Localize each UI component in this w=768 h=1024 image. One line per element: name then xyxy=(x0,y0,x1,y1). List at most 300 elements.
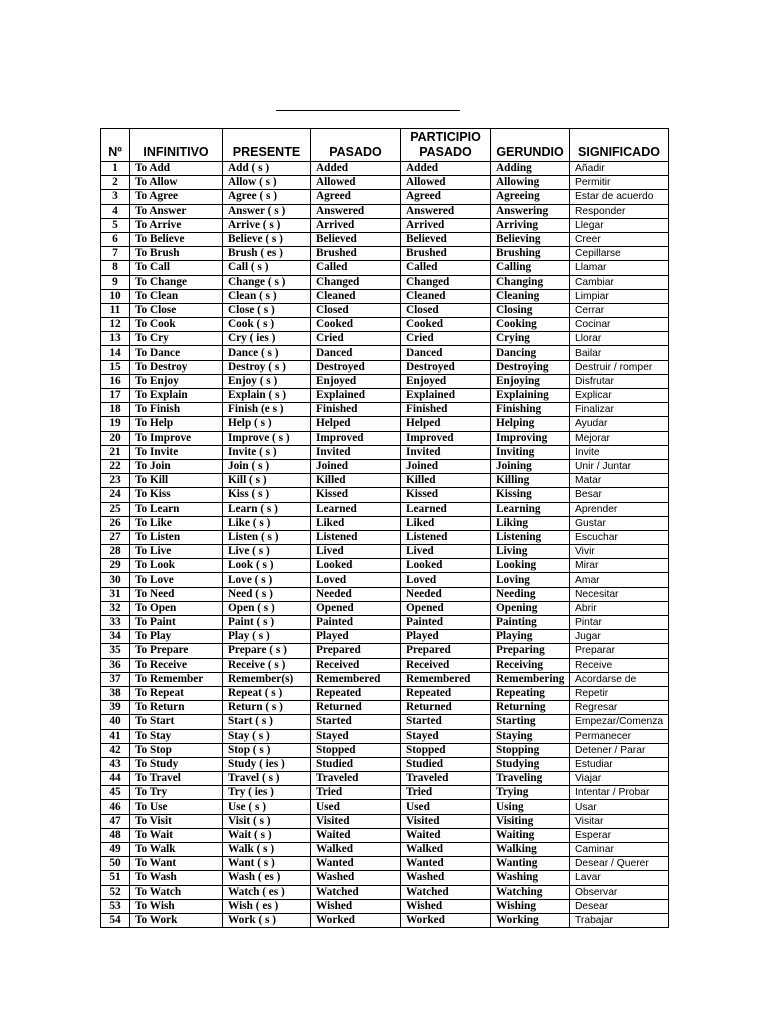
present-cell: Call ( s ) xyxy=(223,261,311,275)
row-number: 11 xyxy=(101,303,130,317)
table-row xyxy=(101,232,669,246)
table-row xyxy=(101,162,669,176)
past-cell: Stopped xyxy=(311,743,401,757)
participle-cell: Lived xyxy=(401,545,491,559)
infinitive-cell: To Walk xyxy=(130,843,223,857)
present-cell: Arrive ( s ) xyxy=(223,218,311,232)
present-cell: Walk ( s ) xyxy=(223,843,311,857)
present-cell: Add ( s ) xyxy=(223,162,311,176)
table-row xyxy=(101,885,669,899)
gerund-cell: Working xyxy=(491,913,570,927)
meaning-cell: Usar xyxy=(570,800,669,814)
past-cell: Enjoyed xyxy=(311,374,401,388)
row-number: 36 xyxy=(101,658,130,672)
participle-cell: Learned xyxy=(401,502,491,516)
past-cell: Cried xyxy=(311,332,401,346)
meaning-cell: Preparar xyxy=(570,644,669,658)
participle-cell: Changed xyxy=(401,275,491,289)
infinitive-cell: To Stay xyxy=(130,729,223,743)
table-row xyxy=(101,587,669,601)
gerund-cell: Closing xyxy=(491,303,570,317)
present-cell: Paint ( s ) xyxy=(223,616,311,630)
past-cell: Liked xyxy=(311,516,401,530)
meaning-cell: Viajar xyxy=(570,772,669,786)
gerund-cell: Adding xyxy=(491,162,570,176)
table-row xyxy=(101,261,669,275)
table-row xyxy=(101,715,669,729)
row-number: 19 xyxy=(101,417,130,431)
present-cell: Invite ( s ) xyxy=(223,445,311,459)
infinitive-cell: To Dance xyxy=(130,346,223,360)
present-cell: Remember(s) xyxy=(223,672,311,686)
present-cell: Try ( ies ) xyxy=(223,786,311,800)
row-number: 26 xyxy=(101,516,130,530)
gerund-cell: Killing xyxy=(491,474,570,488)
infinitive-cell: To Finish xyxy=(130,403,223,417)
table-row xyxy=(101,190,669,204)
infinitive-cell: To Start xyxy=(130,715,223,729)
infinitive-cell: To Live xyxy=(130,545,223,559)
gerund-cell: Trying xyxy=(491,786,570,800)
row-number: 48 xyxy=(101,828,130,842)
participle-cell: Tried xyxy=(401,786,491,800)
row-number: 46 xyxy=(101,800,130,814)
meaning-cell: Responder xyxy=(570,204,669,218)
gerund-cell: Needing xyxy=(491,587,570,601)
infinitive-cell: To Visit xyxy=(130,814,223,828)
row-number: 16 xyxy=(101,374,130,388)
infinitive-cell: To Play xyxy=(130,630,223,644)
row-number: 31 xyxy=(101,587,130,601)
row-number: 47 xyxy=(101,814,130,828)
row-number: 20 xyxy=(101,431,130,445)
past-cell: Allowed xyxy=(311,176,401,190)
participle-cell: Stopped xyxy=(401,743,491,757)
meaning-cell: Acordarse de xyxy=(570,672,669,686)
past-cell: Cleaned xyxy=(311,289,401,303)
table-row xyxy=(101,318,669,332)
participle-cell: Improved xyxy=(401,431,491,445)
infinitive-cell: To Like xyxy=(130,516,223,530)
past-cell: Destroyed xyxy=(311,360,401,374)
meaning-cell: Ayudar xyxy=(570,417,669,431)
row-number: 39 xyxy=(101,701,130,715)
row-number: 52 xyxy=(101,885,130,899)
gerund-cell: Playing xyxy=(491,630,570,644)
participle-cell: Finished xyxy=(401,403,491,417)
row-number: 6 xyxy=(101,232,130,246)
participle-cell: Agreed xyxy=(401,190,491,204)
row-number: 5 xyxy=(101,218,130,232)
table-row xyxy=(101,573,669,587)
table-row xyxy=(101,530,669,544)
meaning-cell: Bailar xyxy=(570,346,669,360)
table-row xyxy=(101,899,669,913)
meaning-cell: Intentar / Probar xyxy=(570,786,669,800)
meaning-cell: Estudiar xyxy=(570,757,669,771)
present-cell: Like ( s ) xyxy=(223,516,311,530)
gerund-cell: Loving xyxy=(491,573,570,587)
participle-cell: Painted xyxy=(401,616,491,630)
participle-cell: Played xyxy=(401,630,491,644)
row-number: 50 xyxy=(101,857,130,871)
gerund-cell: Calling xyxy=(491,261,570,275)
gerund-cell: Using xyxy=(491,800,570,814)
gerund-cell: Destroying xyxy=(491,360,570,374)
meaning-cell: Destruir / romper xyxy=(570,360,669,374)
row-number: 1 xyxy=(101,162,130,176)
participle-cell: Killed xyxy=(401,474,491,488)
infinitive-cell: To Change xyxy=(130,275,223,289)
infinitive-cell: To Use xyxy=(130,800,223,814)
row-number: 51 xyxy=(101,871,130,885)
infinitive-cell: To Travel xyxy=(130,772,223,786)
gerund-cell: Agreeing xyxy=(491,190,570,204)
participle-cell: Stayed xyxy=(401,729,491,743)
row-number: 38 xyxy=(101,686,130,700)
present-cell: Cook ( s ) xyxy=(223,318,311,332)
gerund-cell: Washing xyxy=(491,871,570,885)
table-row xyxy=(101,332,669,346)
past-cell: Remembered xyxy=(311,672,401,686)
gerund-cell: Arriving xyxy=(491,218,570,232)
meaning-cell: Gustar xyxy=(570,516,669,530)
past-cell: Called xyxy=(311,261,401,275)
row-number: 33 xyxy=(101,616,130,630)
gerund-cell: Crying xyxy=(491,332,570,346)
gerund-cell: Living xyxy=(491,545,570,559)
past-cell: Wanted xyxy=(311,857,401,871)
present-cell: Finish (e s ) xyxy=(223,403,311,417)
table-row xyxy=(101,658,669,672)
infinitive-cell: To Cook xyxy=(130,318,223,332)
participle-cell: Answered xyxy=(401,204,491,218)
meaning-cell: Empezar/Comenza xyxy=(570,715,669,729)
row-number: 41 xyxy=(101,729,130,743)
participle-cell: Cooked xyxy=(401,318,491,332)
infinitive-cell: To Join xyxy=(130,459,223,473)
infinitive-cell: To Agree xyxy=(130,190,223,204)
meaning-cell: Amar xyxy=(570,573,669,587)
participle-cell: Arrived xyxy=(401,218,491,232)
gerund-cell: Brushing xyxy=(491,247,570,261)
row-number: 14 xyxy=(101,346,130,360)
table-row xyxy=(101,672,669,686)
participle-cell: Brushed xyxy=(401,247,491,261)
header-participio xyxy=(401,129,491,162)
table-row xyxy=(101,445,669,459)
present-cell: Start ( s ) xyxy=(223,715,311,729)
meaning-cell: Invite xyxy=(570,445,669,459)
past-cell: Traveled xyxy=(311,772,401,786)
gerund-cell: Dancing xyxy=(491,346,570,360)
past-cell: Helped xyxy=(311,417,401,431)
row-number: 2 xyxy=(101,176,130,190)
row-number: 21 xyxy=(101,445,130,459)
past-cell: Answered xyxy=(311,204,401,218)
present-cell: Wash ( es ) xyxy=(223,871,311,885)
table-row xyxy=(101,601,669,615)
infinitive-cell: To Paint xyxy=(130,616,223,630)
participle-cell: Washed xyxy=(401,871,491,885)
gerund-cell: Waiting xyxy=(491,828,570,842)
infinitive-cell: To Help xyxy=(130,417,223,431)
row-number: 10 xyxy=(101,289,130,303)
present-cell: Help ( s ) xyxy=(223,417,311,431)
header-row xyxy=(101,129,669,162)
participle-cell: Called xyxy=(401,261,491,275)
meaning-cell: Necesitar xyxy=(570,587,669,601)
meaning-cell: Detener / Parar xyxy=(570,743,669,757)
infinitive-cell: To Remember xyxy=(130,672,223,686)
meaning-cell: Repetir xyxy=(570,686,669,700)
infinitive-cell: To Close xyxy=(130,303,223,317)
gerund-cell: Receiving xyxy=(491,658,570,672)
infinitive-cell: To Wash xyxy=(130,871,223,885)
header-participio-line2: PASADO xyxy=(419,145,472,159)
row-number: 44 xyxy=(101,772,130,786)
past-cell: Listened xyxy=(311,530,401,544)
gerund-cell: Walking xyxy=(491,843,570,857)
participle-cell: Watched xyxy=(401,885,491,899)
infinitive-cell: To Call xyxy=(130,261,223,275)
gerund-cell: Opening xyxy=(491,601,570,615)
present-cell: Explain ( s ) xyxy=(223,389,311,403)
table-row xyxy=(101,360,669,374)
gerund-cell: Repeating xyxy=(491,686,570,700)
gerund-cell: Wishing xyxy=(491,899,570,913)
row-number: 24 xyxy=(101,488,130,502)
past-cell: Returned xyxy=(311,701,401,715)
row-number: 40 xyxy=(101,715,130,729)
table-row xyxy=(101,729,669,743)
meaning-cell: Caminar xyxy=(570,843,669,857)
past-cell: Danced xyxy=(311,346,401,360)
present-cell: Kill ( s ) xyxy=(223,474,311,488)
infinitive-cell: To Cry xyxy=(130,332,223,346)
infinitive-cell: To Need xyxy=(130,587,223,601)
meaning-cell: Pintar xyxy=(570,616,669,630)
meaning-cell: Jugar xyxy=(570,630,669,644)
participle-cell: Loved xyxy=(401,573,491,587)
infinitive-cell: To Believe xyxy=(130,232,223,246)
meaning-cell: Desear / Querer xyxy=(570,857,669,871)
participle-cell: Wished xyxy=(401,899,491,913)
meaning-cell: Vivir xyxy=(570,545,669,559)
infinitive-cell: To Wish xyxy=(130,899,223,913)
present-cell: Allow ( s ) xyxy=(223,176,311,190)
meaning-cell: Trabajar xyxy=(570,913,669,927)
gerund-cell: Improving xyxy=(491,431,570,445)
meaning-cell: Unir / Juntar xyxy=(570,459,669,473)
past-cell: Invited xyxy=(311,445,401,459)
participle-cell: Added xyxy=(401,162,491,176)
past-cell: Watched xyxy=(311,885,401,899)
present-cell: Destroy ( s ) xyxy=(223,360,311,374)
present-cell: Look ( s ) xyxy=(223,559,311,573)
table-row xyxy=(101,800,669,814)
present-cell: Brush ( es ) xyxy=(223,247,311,261)
table-row xyxy=(101,545,669,559)
table-row xyxy=(101,176,669,190)
present-cell: Believe ( s ) xyxy=(223,232,311,246)
past-cell: Believed xyxy=(311,232,401,246)
participle-cell: Helped xyxy=(401,417,491,431)
table-row xyxy=(101,303,669,317)
row-number: 35 xyxy=(101,644,130,658)
table-row xyxy=(101,828,669,842)
table-row xyxy=(101,431,669,445)
participle-cell: Remembered xyxy=(401,672,491,686)
gerund-cell: Liking xyxy=(491,516,570,530)
table-row xyxy=(101,757,669,771)
infinitive-cell: To Allow xyxy=(130,176,223,190)
meaning-cell: Cerrar xyxy=(570,303,669,317)
meaning-cell: Regresar xyxy=(570,701,669,715)
gerund-cell: Cleaning xyxy=(491,289,570,303)
meaning-cell: Desear xyxy=(570,899,669,913)
gerund-cell: Wanting xyxy=(491,857,570,871)
meaning-cell: Llorar xyxy=(570,332,669,346)
meaning-cell: Besar xyxy=(570,488,669,502)
participle-cell: Believed xyxy=(401,232,491,246)
present-cell: Travel ( s ) xyxy=(223,772,311,786)
participle-cell: Visited xyxy=(401,814,491,828)
infinitive-cell: To Destroy xyxy=(130,360,223,374)
past-cell: Visited xyxy=(311,814,401,828)
row-number: 8 xyxy=(101,261,130,275)
past-cell: Looked xyxy=(311,559,401,573)
gerund-cell: Answering xyxy=(491,204,570,218)
gerund-cell: Finishing xyxy=(491,403,570,417)
past-cell: Cooked xyxy=(311,318,401,332)
present-cell: Wait ( s ) xyxy=(223,828,311,842)
present-cell: Play ( s ) xyxy=(223,630,311,644)
participle-cell: Needed xyxy=(401,587,491,601)
participle-cell: Kissed xyxy=(401,488,491,502)
infinitive-cell: To Brush xyxy=(130,247,223,261)
present-cell: Wish ( es ) xyxy=(223,899,311,913)
row-number: 22 xyxy=(101,459,130,473)
infinitive-cell: To Answer xyxy=(130,204,223,218)
meaning-cell: Añadir xyxy=(570,162,669,176)
infinitive-cell: To Stop xyxy=(130,743,223,757)
row-number: 23 xyxy=(101,474,130,488)
gerund-cell: Watching xyxy=(491,885,570,899)
table-row xyxy=(101,871,669,885)
gerund-cell: Changing xyxy=(491,275,570,289)
infinitive-cell: To Open xyxy=(130,601,223,615)
present-cell: Study ( ies ) xyxy=(223,757,311,771)
table-row xyxy=(101,743,669,757)
header-pasado: PASADO xyxy=(311,129,401,162)
meaning-cell: Limpiar xyxy=(570,289,669,303)
meaning-cell: Lavar xyxy=(570,871,669,885)
meaning-cell: Finalizar xyxy=(570,403,669,417)
meaning-cell: Mirar xyxy=(570,559,669,573)
gerund-cell: Studying xyxy=(491,757,570,771)
gerund-cell: Stopping xyxy=(491,743,570,757)
past-cell: Needed xyxy=(311,587,401,601)
meaning-cell: Aprender xyxy=(570,502,669,516)
table-row xyxy=(101,786,669,800)
past-cell: Learned xyxy=(311,502,401,516)
row-number: 49 xyxy=(101,843,130,857)
present-cell: Stay ( s ) xyxy=(223,729,311,743)
participle-cell: Walked xyxy=(401,843,491,857)
past-cell: Improved xyxy=(311,431,401,445)
row-number: 25 xyxy=(101,502,130,516)
infinitive-cell: To Return xyxy=(130,701,223,715)
past-cell: Closed xyxy=(311,303,401,317)
gerund-cell: Enjoying xyxy=(491,374,570,388)
meaning-cell: Esperar xyxy=(570,828,669,842)
participle-cell: Invited xyxy=(401,445,491,459)
infinitive-cell: To Receive xyxy=(130,658,223,672)
participle-cell: Repeated xyxy=(401,686,491,700)
meaning-cell: Llegar xyxy=(570,218,669,232)
table-row xyxy=(101,630,669,644)
table-row xyxy=(101,275,669,289)
row-number: 43 xyxy=(101,757,130,771)
table-row xyxy=(101,488,669,502)
participle-cell: Liked xyxy=(401,516,491,530)
past-cell: Lived xyxy=(311,545,401,559)
present-cell: Dance ( s ) xyxy=(223,346,311,360)
infinitive-cell: To Enjoy xyxy=(130,374,223,388)
row-number: 53 xyxy=(101,899,130,913)
past-cell: Killed xyxy=(311,474,401,488)
row-number: 15 xyxy=(101,360,130,374)
past-cell: Walked xyxy=(311,843,401,857)
row-number: 17 xyxy=(101,389,130,403)
present-cell: Use ( s ) xyxy=(223,800,311,814)
past-cell: Explained xyxy=(311,389,401,403)
meaning-cell: Visitar xyxy=(570,814,669,828)
gerund-cell: Staying xyxy=(491,729,570,743)
infinitive-cell: To Invite xyxy=(130,445,223,459)
header-gerundio: GERUNDIO xyxy=(491,129,570,162)
meaning-cell: Permitir xyxy=(570,176,669,190)
participle-cell: Joined xyxy=(401,459,491,473)
row-number: 42 xyxy=(101,743,130,757)
row-number: 9 xyxy=(101,275,130,289)
infinitive-cell: To Repeat xyxy=(130,686,223,700)
table-row xyxy=(101,374,669,388)
participle-cell: Waited xyxy=(401,828,491,842)
table-row xyxy=(101,616,669,630)
gerund-cell: Explaining xyxy=(491,389,570,403)
row-number: 28 xyxy=(101,545,130,559)
present-cell: Listen ( s ) xyxy=(223,530,311,544)
present-cell: Return ( s ) xyxy=(223,701,311,715)
infinitive-cell: To Improve xyxy=(130,431,223,445)
table-row xyxy=(101,516,669,530)
meaning-cell: Receive xyxy=(570,658,669,672)
table-row xyxy=(101,247,669,261)
participle-cell: Opened xyxy=(401,601,491,615)
table-row xyxy=(101,686,669,700)
present-cell: Receive ( s ) xyxy=(223,658,311,672)
present-cell: Enjoy ( s ) xyxy=(223,374,311,388)
meaning-cell: Matar xyxy=(570,474,669,488)
row-number: 45 xyxy=(101,786,130,800)
verbs-table xyxy=(100,128,669,928)
meaning-cell: Mejorar xyxy=(570,431,669,445)
infinitive-cell: To Wait xyxy=(130,828,223,842)
participle-cell: Started xyxy=(401,715,491,729)
meaning-cell: Creer xyxy=(570,232,669,246)
